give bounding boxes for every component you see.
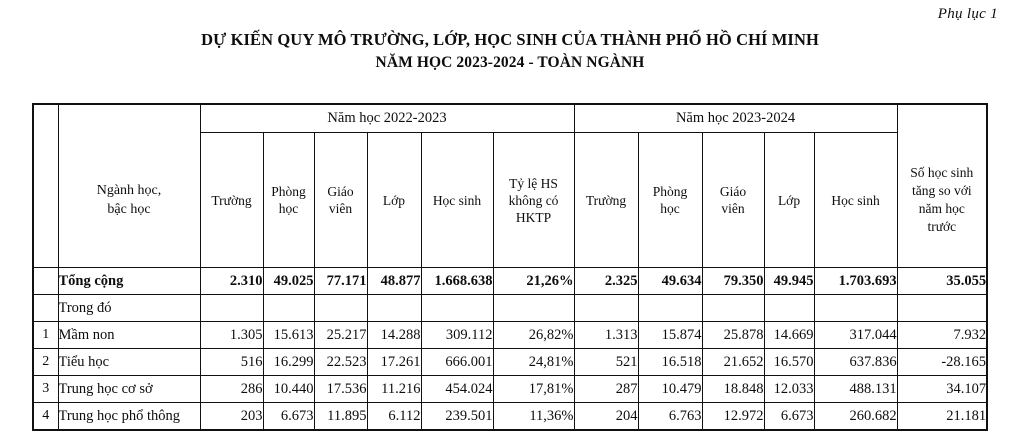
column-header-2022-lop <box>367 133 421 268</box>
rowlabel-header-spacer <box>58 104 200 133</box>
row-label: Tổng cộng <box>58 268 200 295</box>
row-number: 1 <box>33 322 58 349</box>
row-label: Mầm non <box>58 322 200 349</box>
cell-2022-lop <box>367 295 421 322</box>
cell-2022-truong: 1.305 <box>200 322 263 349</box>
table-row <box>33 268 987 295</box>
header-text: học <box>278 201 299 216</box>
column-header-row <box>33 133 987 268</box>
cell-2022-ty-le-hs: 21,26% <box>493 268 574 295</box>
cell-2023-phong-hoc: 6.763 <box>638 403 702 431</box>
row-label-header-line-2: bậc học <box>107 201 151 217</box>
delta-header-spacer <box>897 104 987 133</box>
header-text: Học sinh <box>831 192 880 208</box>
cell-2022-lop: 48.877 <box>367 268 421 295</box>
cell-2023-giao-vien <box>702 295 764 322</box>
header-text: Giáo <box>327 184 354 199</box>
column-header-2022-phong-hoc <box>263 133 314 268</box>
header-text: Học sinh <box>432 192 482 208</box>
cell-2022-ty-le-hs: 26,82% <box>493 322 574 349</box>
row-label-header-line-1: Ngành học, <box>96 182 162 198</box>
table-head <box>33 104 987 268</box>
cell-2023-lop: 49.945 <box>764 268 814 295</box>
cell-delta <box>897 295 987 322</box>
cell-delta: 35.055 <box>897 268 987 295</box>
cell-2022-lop: 6.112 <box>367 403 421 431</box>
cell-2023-lop <box>764 295 814 322</box>
cell-delta: 34.107 <box>897 376 987 403</box>
column-header-row-label <box>58 133 200 268</box>
title-line-1: DỰ KIẾN QUY MÔ TRƯỜNG, LỚP, HỌC SINH CỦA THÀNH PHỐ HỒ CHÍ MINH <box>201 30 819 49</box>
cell-2023-lop: 14.669 <box>764 322 814 349</box>
cell-2022-hoc-sinh: 309.112 <box>421 322 493 349</box>
cell-2022-hoc-sinh: 1.668.638 <box>421 268 493 295</box>
cell-2023-hoc-sinh <box>814 295 897 322</box>
page-annotation: Phụ lục 1 <box>937 6 998 22</box>
header-text: Phòng <box>271 184 306 199</box>
cell-2023-phong-hoc: 15.874 <box>638 322 702 349</box>
table-row <box>33 349 987 376</box>
row-label: Trung học cơ sở <box>58 376 200 403</box>
cell-2022-lop: 14.288 <box>367 322 421 349</box>
column-header-2023-giao-vien <box>702 133 764 268</box>
cell-2022-phong-hoc: 16.299 <box>263 349 314 376</box>
cell-2023-giao-vien: 25.878 <box>702 322 764 349</box>
group-header-2022: Năm học 2022-2023 <box>200 104 574 133</box>
cell-2023-hoc-sinh: 1.703.693 <box>814 268 897 295</box>
column-header-2022-ty-le-hs <box>493 133 574 268</box>
cell-2023-hoc-sinh: 637.836 <box>814 349 897 376</box>
rownum-header-spacer <box>33 104 58 133</box>
cell-2022-ty-le-hs <box>493 295 574 322</box>
cell-2023-giao-vien: 18.848 <box>702 376 764 403</box>
cell-2023-truong: 204 <box>574 403 638 431</box>
header-text: học <box>660 201 680 216</box>
column-header-delta <box>897 133 987 268</box>
table-row <box>33 322 987 349</box>
cell-2022-lop: 11.216 <box>367 376 421 403</box>
group-header-2023: Năm học 2023-2024 <box>574 104 897 133</box>
row-number: 3 <box>33 376 58 403</box>
cell-2022-phong-hoc: 6.673 <box>263 403 314 431</box>
table-body <box>33 268 987 431</box>
cell-2022-giao-vien: 77.171 <box>314 268 367 295</box>
row-label: Trung học phổ thông <box>58 403 200 431</box>
report-table <box>32 103 988 431</box>
row-label: Trong đó <box>58 295 200 322</box>
header-text: Giáo <box>719 184 747 199</box>
cell-2023-phong-hoc: 10.479 <box>638 376 702 403</box>
cell-2023-phong-hoc <box>638 295 702 322</box>
cell-2022-giao-vien: 22.523 <box>314 349 367 376</box>
cell-2023-truong: 521 <box>574 349 638 376</box>
row-number <box>33 295 58 322</box>
document-title <box>0 28 1020 74</box>
row-number: 2 <box>33 349 58 376</box>
cell-2023-lop: 16.570 <box>764 349 814 376</box>
cell-2023-truong: 1.313 <box>574 322 638 349</box>
cell-2022-giao-vien: 17.536 <box>314 376 367 403</box>
table-row <box>33 403 987 431</box>
cell-2022-lop: 17.261 <box>367 349 421 376</box>
cell-2023-lop: 6.673 <box>764 403 814 431</box>
cell-2022-truong <box>200 295 263 322</box>
cell-2022-hoc-sinh: 239.501 <box>421 403 493 431</box>
header-text: Trường <box>585 192 627 208</box>
cell-2023-truong: 2.325 <box>574 268 638 295</box>
header-text: viên <box>328 201 353 216</box>
group-header-row <box>33 104 987 133</box>
cell-2023-giao-vien: 12.972 <box>702 403 764 431</box>
column-header-rownum <box>33 133 58 268</box>
title-line-2: NĂM HỌC 2023-2024 - TOÀN NGÀNH <box>375 54 645 71</box>
row-label: Tiểu học <box>58 349 200 376</box>
cell-delta: 7.932 <box>897 322 987 349</box>
cell-2023-giao-vien: 21.652 <box>702 349 764 376</box>
header-text: Số học sinh <box>910 164 974 180</box>
header-text: năm học <box>918 200 965 216</box>
cell-2022-hoc-sinh <box>421 295 493 322</box>
column-header-2022-giao-vien <box>314 133 367 268</box>
cell-2022-truong: 286 <box>200 376 263 403</box>
column-header-2023-truong <box>574 133 638 268</box>
cell-2022-truong: 2.310 <box>200 268 263 295</box>
cell-2022-phong-hoc <box>263 295 314 322</box>
header-text: Trường <box>211 192 252 208</box>
cell-2022-giao-vien <box>314 295 367 322</box>
column-header-2023-phong-hoc <box>638 133 702 268</box>
cell-2023-truong <box>574 295 638 322</box>
cell-2022-phong-hoc: 49.025 <box>263 268 314 295</box>
cell-2023-lop: 12.033 <box>764 376 814 403</box>
cell-2022-phong-hoc: 15.613 <box>263 322 314 349</box>
table-row <box>33 295 987 322</box>
cell-2023-phong-hoc: 49.634 <box>638 268 702 295</box>
cell-delta: -28.165 <box>897 349 987 376</box>
header-text: Phòng <box>652 184 688 199</box>
row-number: 4 <box>33 403 58 431</box>
cell-2022-giao-vien: 11.895 <box>314 403 367 431</box>
cell-2022-phong-hoc: 10.440 <box>263 376 314 403</box>
header-text: Tỷ lệ HS <box>509 175 558 191</box>
cell-2023-truong: 287 <box>574 376 638 403</box>
cell-2023-hoc-sinh: 260.682 <box>814 403 897 431</box>
column-header-2023-lop <box>764 133 814 268</box>
column-header-2022-hoc-sinh <box>421 133 493 268</box>
cell-2023-giao-vien: 79.350 <box>702 268 764 295</box>
header-text: viên <box>721 201 745 216</box>
header-text: HKTP <box>515 209 552 225</box>
header-text: tăng so với <box>911 182 972 198</box>
cell-2022-hoc-sinh: 454.024 <box>421 376 493 403</box>
cell-2022-ty-le-hs: 17,81% <box>493 376 574 403</box>
cell-delta: 21.181 <box>897 403 987 431</box>
header-text: Lớp <box>382 192 406 208</box>
cell-2022-ty-le-hs: 24,81% <box>493 349 574 376</box>
cell-2022-giao-vien: 25.217 <box>314 322 367 349</box>
cell-2023-hoc-sinh: 317.044 <box>814 322 897 349</box>
column-header-2022-truong <box>200 133 263 268</box>
table-row <box>33 376 987 403</box>
cell-2023-phong-hoc: 16.518 <box>638 349 702 376</box>
row-number <box>33 268 58 295</box>
column-header-2023-hoc-sinh <box>814 133 897 268</box>
cell-2022-truong: 203 <box>200 403 263 431</box>
header-text: trước <box>927 218 957 234</box>
report-table-container <box>32 103 986 431</box>
cell-2023-hoc-sinh: 488.131 <box>814 376 897 403</box>
header-text: không có <box>508 192 559 208</box>
header-text: Lớp <box>777 192 801 208</box>
cell-2022-hoc-sinh: 666.001 <box>421 349 493 376</box>
cell-2022-ty-le-hs: 11,36% <box>493 403 574 431</box>
cell-2022-truong: 516 <box>200 349 263 376</box>
